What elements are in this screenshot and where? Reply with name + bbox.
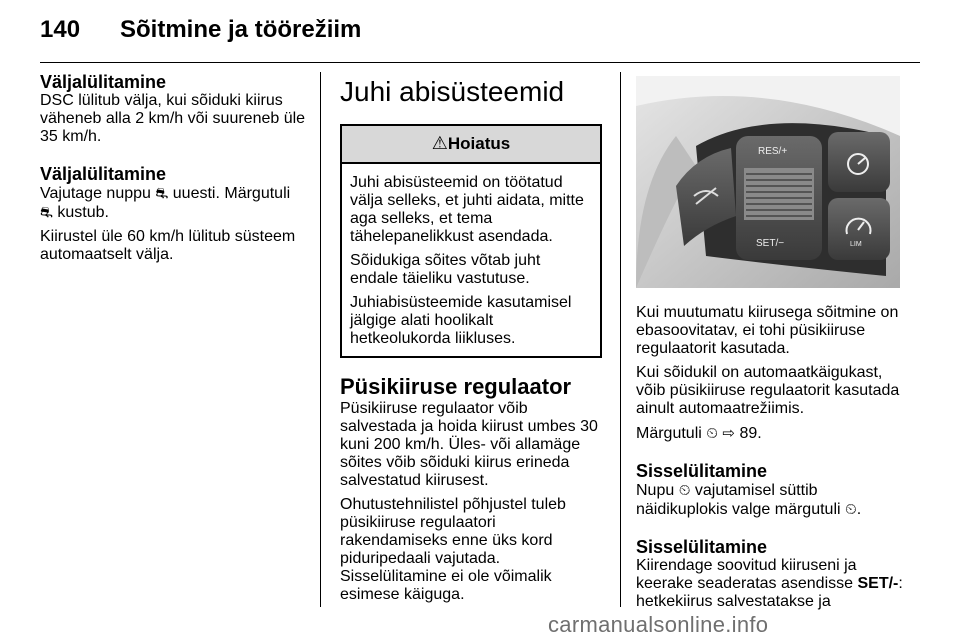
text: Märgutuli	[636, 425, 702, 442]
warning-triangle-icon: ⚠	[431, 133, 448, 154]
text: Nupu	[636, 482, 675, 499]
warning-box	[340, 124, 602, 358]
cruise-control-icon: ⏲	[706, 424, 718, 442]
text: .	[856, 501, 862, 518]
column-divider-right	[620, 72, 621, 607]
page-ref-icon: ⇨	[722, 424, 735, 442]
paragraph	[340, 496, 602, 604]
esc-off-icon: ⛐	[155, 184, 169, 202]
steering-wheel-controls-photo	[636, 76, 900, 288]
paragraph	[636, 424, 906, 443]
cruise-control-icon: ⏲	[678, 481, 691, 499]
page-reference: 89.	[739, 425, 762, 442]
res-label: RES/+	[758, 146, 788, 157]
paragraph: DSC lülitub välja, kui sõiduki kiirus väheneb alla 2 km/h või suureneb üle 35 km/h.	[40, 92, 306, 145]
section-heading: Väljalülitamine	[40, 72, 167, 92]
paragraph: Kui muutumatu kiirusega sõitmine on ebasoovitatav, ei tohi püsikiiruse regulaatorit kasutada.	[636, 304, 899, 357]
paragraph	[636, 557, 906, 611]
warning-body	[342, 164, 600, 356]
lim-label: LIM	[850, 241, 862, 248]
warning-label: Hoiatus	[447, 134, 511, 153]
text: kustub.	[57, 204, 109, 221]
right-column	[636, 304, 906, 617]
text: Kiirendage soovitud kiiruseni ja keerake seaderatas asendisse	[636, 557, 857, 592]
set-label: SET/−	[756, 238, 785, 249]
section-heading: Püsikiiruse regulaator	[340, 374, 572, 399]
text: Ohutustehnilistel põhjustel tuleb püsikiiruse regulaatori rakendamiseks enne üks kord piduripedaali vajutada.	[340, 496, 566, 567]
paragraph	[40, 184, 310, 222]
column-divider-left	[320, 72, 321, 607]
warning-header	[342, 126, 600, 164]
esc-off-icon: ⛐	[40, 203, 53, 221]
text: Vajutage nuppu	[40, 185, 151, 202]
watermark: carmanualsonline.info	[548, 612, 769, 637]
text: : hetkekiirus salvestatakse ja	[636, 575, 903, 610]
section-title: Juhi abisüsteemid	[340, 76, 565, 107]
text: vajutamisel süttib näidikuplokis valge märgutuli	[636, 482, 841, 518]
paragraph	[636, 481, 906, 519]
left-column	[40, 72, 310, 270]
section-heading: Sisselülitamine	[636, 461, 768, 481]
cruise-control-icon: ⏲	[845, 500, 857, 518]
paragraph: Juhiabisüsteemide kasutamisel jälgige alati hoolikalt hetkeolukorda liikluses.	[350, 294, 572, 347]
chapter-title: Sõitmine ja töörežiim	[120, 16, 362, 43]
page-header	[40, 6, 920, 50]
middle-column	[340, 72, 602, 604]
paragraph: Püsikiiruse regulaator võib salvestada ja hoida kiirust umbes 30 kuni 200 km/h. Üles- või allamäge sõites võib sõiduki kiirus erineda salvestatud kiirusest.	[340, 400, 598, 489]
paragraph: Juhi abisüsteemid on töötatud välja selleks, et juhti aidata, mitte aga selleks, et tema tähelepanelikkust asendada.	[350, 174, 584, 245]
header-rule	[40, 62, 920, 63]
text: uuesti. Märgutuli	[172, 185, 291, 202]
text: Sisselülitamine ei ole võimalik esimese käiguga.	[340, 568, 552, 603]
page-number: 140	[40, 16, 81, 43]
paragraph: Kiirustel üle 60 km/h lülitub süsteem automaatselt välja.	[40, 228, 296, 263]
keyword: SET/-	[857, 575, 899, 592]
section-heading: Väljalülitamine	[40, 164, 167, 184]
paragraph: Sõidukiga sõites võtab juht endale täieliku vastutuse.	[350, 252, 541, 287]
section-heading: Sisselülitamine	[636, 537, 768, 557]
paragraph: Kui sõidukil on automaatkäigukast, võib püsikiiruse regulaatorit kasutada ainult automaatrežiimis.	[636, 364, 900, 417]
